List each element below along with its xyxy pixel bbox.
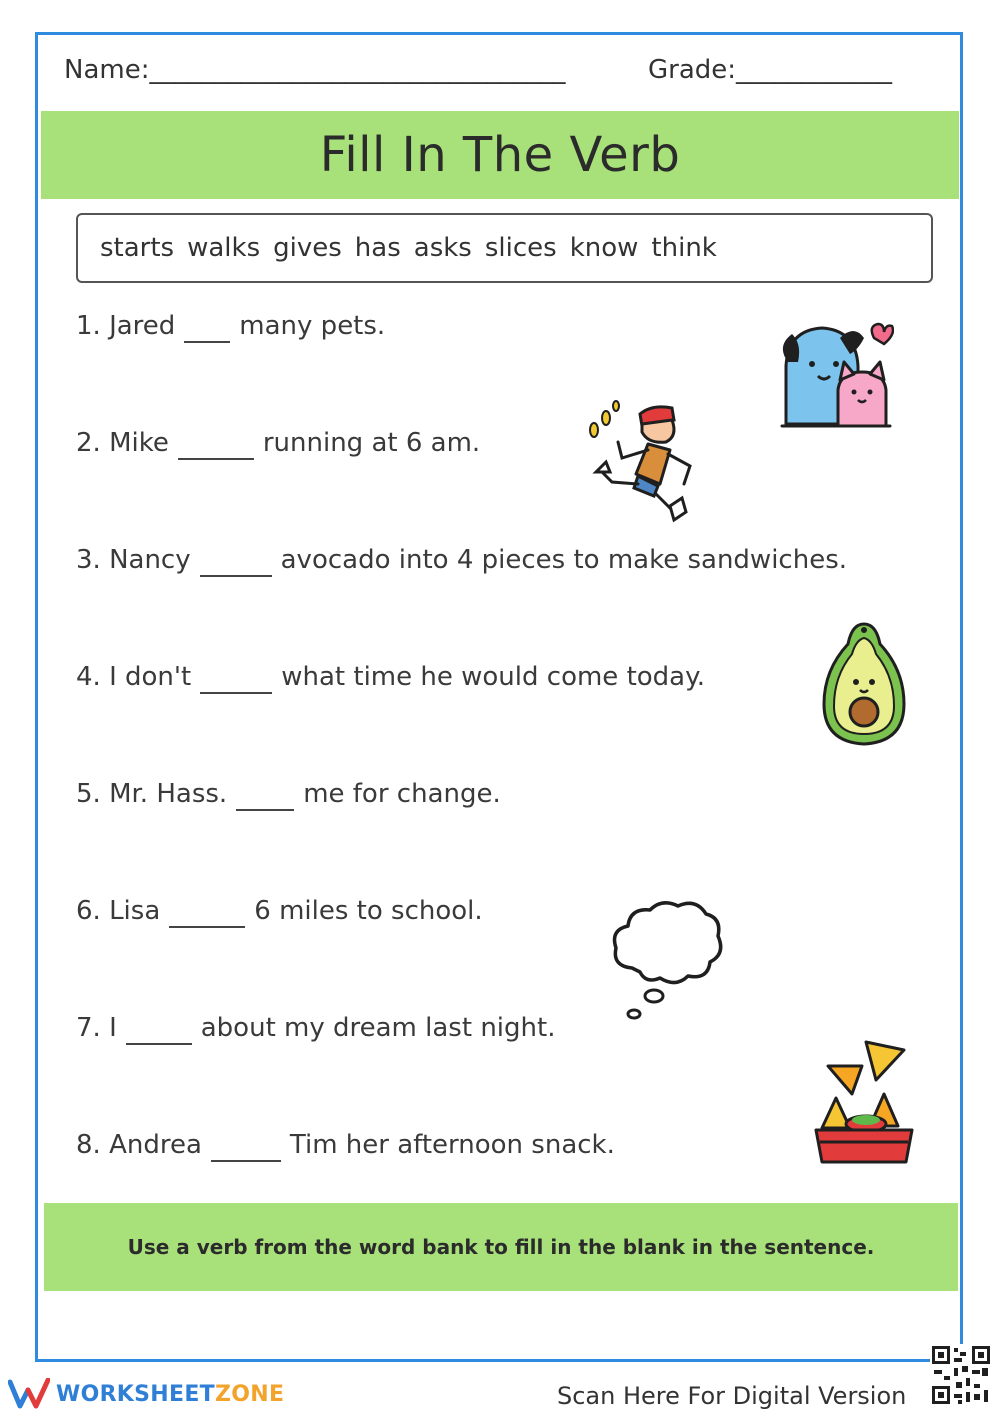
question-text-before: 4. I don't: [76, 662, 192, 692]
question-text-after: many pets.: [239, 311, 386, 341]
brand-name: [56, 1382, 284, 1407]
question-7: [76, 1004, 555, 1043]
answer-blank[interactable]: [178, 428, 254, 460]
question-text-after: about my dream last night.: [200, 1013, 556, 1043]
answer-blank[interactable]: [200, 545, 272, 577]
answer-blank[interactable]: [200, 662, 272, 694]
worksheet-zone-logo-icon: [8, 1378, 50, 1410]
avocado-icon: [820, 618, 908, 748]
qr-code-icon[interactable]: [930, 1344, 992, 1406]
name-field[interactable]: Name:________________________________: [64, 55, 566, 85]
question-4: [76, 653, 705, 692]
runner-icon: [582, 400, 698, 524]
nachos-icon: [810, 1036, 918, 1166]
question-text-before: 2. Mike: [76, 428, 169, 458]
answer-blank[interactable]: [184, 311, 230, 343]
thought-bubble-icon: [610, 896, 724, 1026]
question-5: [76, 770, 501, 809]
word-bank-item: walks: [187, 233, 261, 263]
word-bank: [76, 213, 933, 283]
question-text-after: Tim her afternoon snack.: [289, 1130, 615, 1160]
word-bank-item: gives: [273, 233, 342, 263]
question-2: [76, 419, 480, 458]
question-text-after: 6 miles to school.: [254, 896, 483, 926]
word-bank-item: know: [569, 233, 639, 263]
word-bank-item: starts: [100, 233, 175, 263]
instruction-text: Use a verb from the word bank to fill in the blank in the sentence.: [127, 1235, 875, 1259]
brand-name-part-1: WORKSHEET: [56, 1381, 215, 1407]
question-text-after: me for change.: [303, 779, 501, 809]
word-bank-item: slices: [484, 233, 557, 263]
question-8: [76, 1121, 615, 1160]
word-bank-item: asks: [413, 233, 472, 263]
question-text-before: 1. Jared: [76, 311, 176, 341]
instruction-banner: [44, 1203, 958, 1291]
question-text-after: avocado into 4 pieces to make sandwiches.: [280, 545, 848, 575]
answer-blank[interactable]: [236, 779, 294, 811]
word-bank-item: has: [354, 233, 401, 263]
title-banner: [41, 111, 959, 199]
question-1: [76, 302, 385, 341]
question-text-after: what time he would come today.: [281, 662, 706, 692]
brand-name-part-2: ZONE: [214, 1381, 285, 1407]
question-6: [76, 887, 483, 926]
question-text-before: 8. Andrea: [76, 1130, 202, 1160]
brand-logo[interactable]: [8, 1378, 284, 1410]
page-title: Fill In The Verb: [319, 127, 681, 183]
question-text-before: 6. Lisa: [76, 896, 161, 926]
grade-field[interactable]: Grade:____________: [648, 55, 893, 85]
answer-blank[interactable]: [211, 1130, 281, 1162]
question-text-before: 3. Nancy: [76, 545, 191, 575]
header-row: [64, 55, 924, 91]
question-text-after: running at 6 am.: [262, 428, 481, 458]
scan-caption: Scan Here For Digital Version: [557, 1382, 907, 1410]
word-bank-item: think: [651, 233, 717, 263]
answer-blank[interactable]: [126, 1013, 192, 1045]
dog-and-cat-icon: [778, 316, 894, 434]
question-text-before: 7. I: [76, 1013, 117, 1043]
question-text-before: 5. Mr. Hass.: [76, 779, 228, 809]
answer-blank[interactable]: [169, 896, 245, 928]
question-3: [76, 536, 847, 575]
